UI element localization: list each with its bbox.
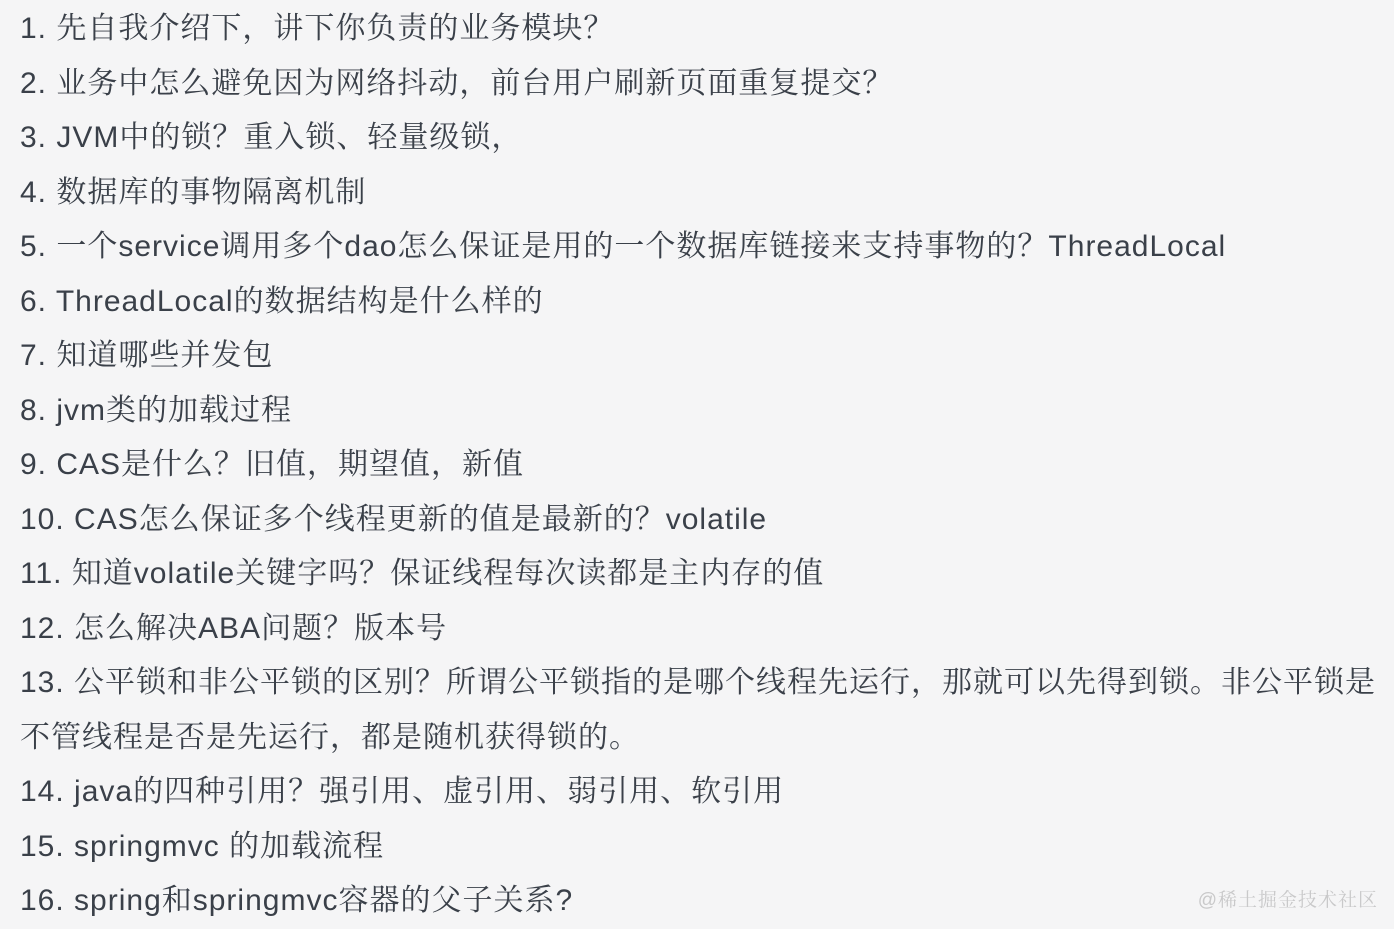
- question-item-6: 6. ThreadLocal的数据结构是什么样的: [20, 284, 544, 318]
- question-item-12: 12. 怎么解决ABA问题？版本号: [20, 611, 448, 645]
- question-item-2: 2. 业务中怎么避免因为网络抖动，前台用户刷新页面重复提交？: [20, 66, 894, 100]
- question-item-4: 4. 数据库的事物隔离机制: [20, 175, 367, 209]
- question-item-16: 16. spring和springmvc容器的父子关系?: [20, 884, 574, 917]
- question-item-1: 1. 先自我介绍下，讲下你负责的业务模块？: [20, 12, 615, 45]
- question-item-9: 9. CAS是什么？旧值，期望值，新值: [20, 448, 525, 481]
- question-item-8: 8. jvm类的加载过程: [20, 393, 293, 427]
- question-item-13: 13. 公平锁和非公平锁的区别？所谓公平锁指的是哪个线程先运行，那就可以先得到锁。非公平锁是不管线程是否是先运行，都是随机获得锁的。: [20, 666, 1377, 754]
- question-item-7: 7. 知道哪些并发包: [20, 339, 274, 372]
- question-item-15: 15. springmvc 的加载流程: [20, 829, 385, 863]
- question-item-14: 14. java的四种引用？强引用、虚引用、弱引用、软引用: [20, 775, 785, 808]
- question-item-5: 5. 一个service调用多个dao怎么保证是用的一个数据库链接来支持事物的？ThreadLocal: [20, 230, 1227, 263]
- watermark: @稀土掘金技术社区: [1197, 890, 1378, 911]
- question-item-11: 11. 知道volatile关键字吗？保证线程每次读都是主内存的值: [20, 557, 825, 590]
- question-item-10: 10. CAS怎么保证多个线程更新的值是最新的？volatile: [20, 502, 768, 536]
- question-item-3: 3. JVM中的锁？重入锁、轻量级锁，: [20, 121, 523, 154]
